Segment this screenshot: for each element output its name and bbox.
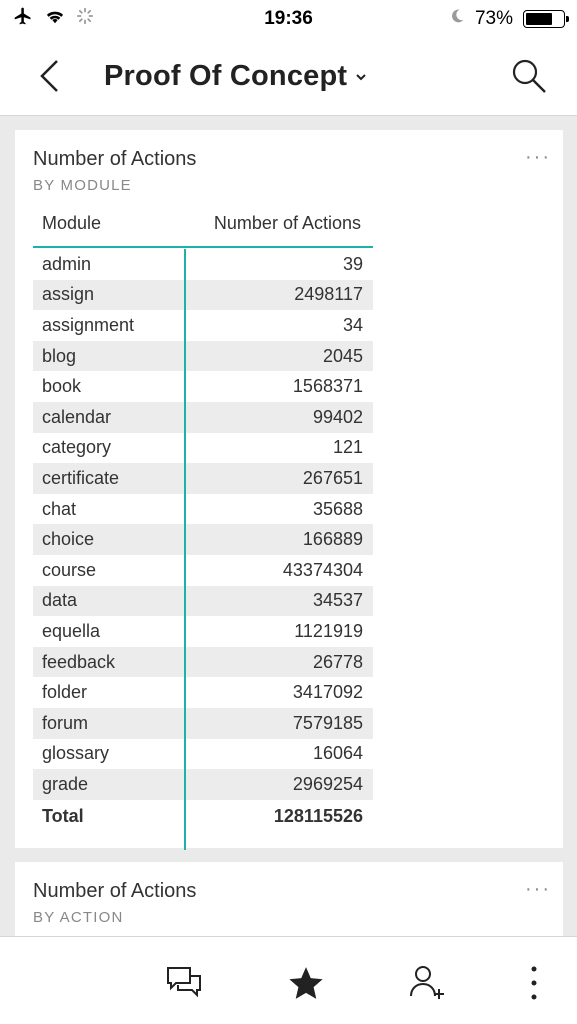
table-body	[33, 249, 373, 834]
table-row[interactable]	[33, 555, 373, 586]
module-cell: category	[42, 437, 112, 458]
battery-icon	[523, 10, 565, 28]
table-row[interactable]	[33, 739, 373, 770]
actions-count-cell: 16064	[312, 743, 363, 764]
actions-count-cell: 267651	[302, 467, 363, 488]
comments-icon	[164, 964, 204, 1002]
module-cell: course	[42, 559, 97, 580]
status-left	[12, 6, 94, 32]
status-time: 19:36	[264, 8, 313, 29]
module-cell: calendar	[42, 406, 112, 427]
actions-count-cell: 26778	[312, 651, 363, 672]
favorite-button[interactable]	[284, 961, 328, 1005]
table-row[interactable]	[33, 341, 373, 372]
table-row[interactable]	[33, 524, 373, 555]
status-bar	[0, 0, 577, 38]
battery-level	[526, 13, 552, 25]
actions-count-cell: 1121919	[294, 620, 363, 641]
actions-count-cell: 43374304	[282, 559, 363, 580]
actions-count-cell: 39	[342, 253, 363, 274]
back-button[interactable]	[30, 56, 70, 96]
module-cell: certificate	[42, 467, 120, 488]
star-icon	[286, 964, 326, 1002]
module-cell: equella	[42, 620, 101, 641]
more-vertical-icon	[529, 964, 539, 1002]
page-title: Proof Of Concept	[104, 60, 348, 92]
tile-title: Number of Actions	[33, 880, 197, 902]
airplane-icon	[12, 6, 34, 32]
table-row[interactable]	[33, 371, 373, 402]
total-label: Total	[42, 806, 84, 827]
actions-count-cell: 35688	[312, 498, 363, 519]
chevron-down-icon	[355, 72, 367, 82]
module-cell: grade	[42, 773, 89, 794]
bottom-toolbar	[0, 936, 577, 1024]
actions-count-cell: 2045	[322, 345, 363, 366]
table-row[interactable]	[33, 249, 373, 280]
actions-count-cell: 99402	[312, 406, 363, 427]
table-row[interactable]	[33, 769, 373, 800]
table-row[interactable]	[33, 402, 373, 433]
table-row[interactable]	[33, 310, 373, 341]
module-cell: folder	[42, 682, 88, 703]
search-icon	[510, 57, 548, 95]
actions-count-cell: 2498117	[294, 284, 363, 305]
total-value: 128115526	[273, 806, 363, 827]
table-row[interactable]	[33, 677, 373, 708]
module-cell: forum	[42, 712, 89, 733]
actions-count-cell: 121	[332, 437, 363, 458]
actions-count-cell: 2969254	[292, 773, 363, 794]
table-row[interactable]	[33, 616, 373, 647]
column-header-module[interactable]: Module	[42, 212, 102, 233]
total-row	[33, 800, 373, 834]
battery-percent: 73%	[474, 8, 513, 29]
status-right	[449, 7, 565, 31]
module-cell: chat	[42, 498, 77, 519]
share-button[interactable]	[406, 961, 450, 1005]
actions-count-cell: 3417092	[292, 682, 363, 703]
loading-spinner-icon	[76, 7, 94, 31]
module-cell: glossary	[42, 743, 110, 764]
search-button[interactable]	[507, 54, 551, 98]
comments-button[interactable]	[162, 961, 206, 1005]
table-row[interactable]	[33, 647, 373, 678]
actions-count-cell: 34537	[312, 590, 363, 611]
module-cell: feedback	[42, 651, 116, 672]
module-cell: choice	[42, 529, 95, 550]
module-cell: data	[42, 590, 78, 611]
table-row[interactable]	[33, 280, 373, 311]
tile-more-button[interactable]: ···	[525, 146, 551, 168]
module-cell: blog	[42, 345, 77, 366]
wifi-icon	[44, 7, 66, 31]
module-cell: book	[42, 376, 82, 397]
actions-count-cell: 34	[342, 314, 363, 335]
table-row[interactable]	[33, 433, 373, 464]
table-row[interactable]	[33, 463, 373, 494]
tile-subtitle: BY ACTION	[33, 909, 124, 926]
tile-subtitle: BY MODULE	[33, 177, 132, 194]
column-header-actions[interactable]: Number of Actions	[213, 212, 361, 233]
moon-icon	[449, 7, 465, 31]
table-row[interactable]	[33, 586, 373, 617]
module-cell: admin	[42, 253, 92, 274]
more-options-button[interactable]	[512, 961, 556, 1005]
tile-title: Number of Actions	[33, 148, 197, 170]
tile-actions-by-module[interactable]	[15, 130, 563, 848]
report-selector[interactable]	[104, 60, 367, 93]
actions-count-cell: 7579185	[292, 712, 363, 733]
tile-more-button[interactable]: ···	[525, 878, 551, 900]
actions-count-cell: 1568371	[292, 376, 363, 397]
app-header	[0, 38, 577, 116]
table-header	[33, 200, 373, 248]
actions-table	[33, 200, 373, 834]
actions-count-cell: 166889	[302, 529, 363, 550]
module-cell: assignment	[42, 314, 135, 335]
table-row[interactable]	[33, 494, 373, 525]
chevron-left-icon	[37, 58, 63, 94]
table-row[interactable]	[33, 708, 373, 739]
module-cell: assign	[42, 284, 95, 305]
add-person-icon	[408, 963, 448, 1003]
